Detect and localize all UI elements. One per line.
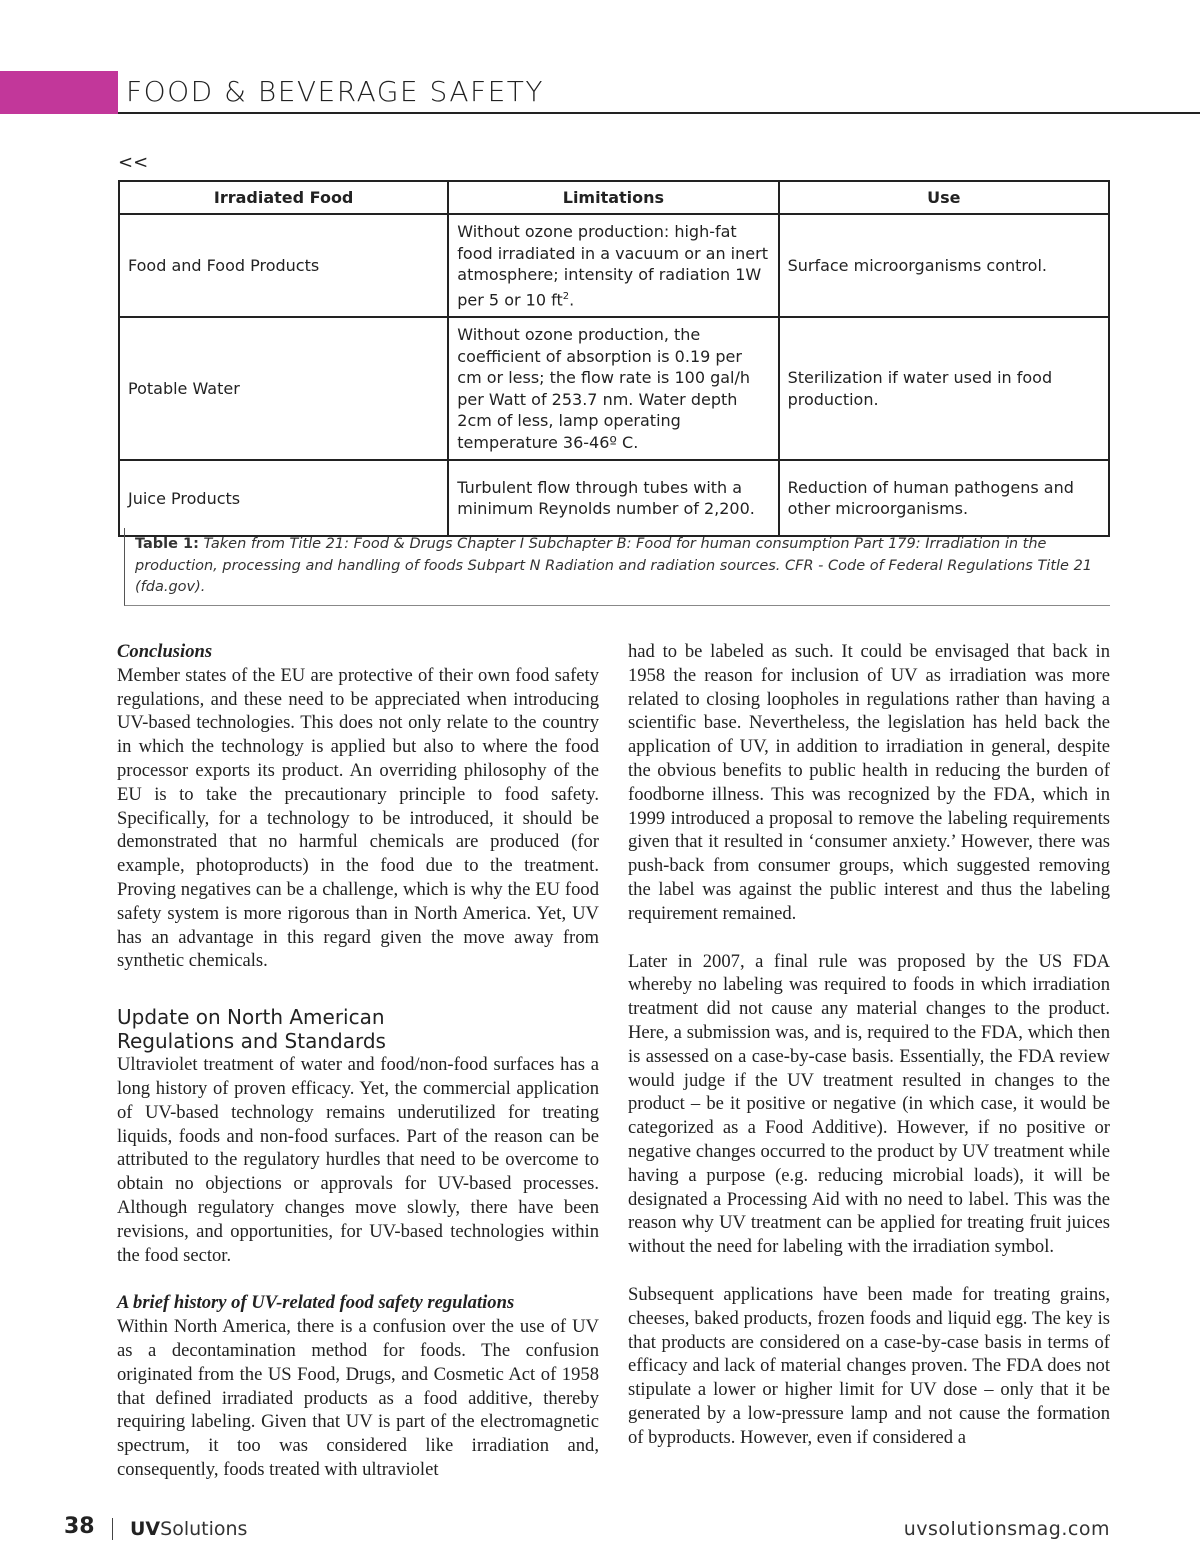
table-caption xyxy=(124,528,1110,606)
conclusions-heading: Conclusions xyxy=(117,641,213,662)
header-use: Use xyxy=(779,181,1109,214)
update-heading xyxy=(117,1005,599,1053)
regulations-table xyxy=(118,180,1110,537)
header-rule xyxy=(118,112,1200,114)
page-number: 38 xyxy=(64,1514,95,1539)
caption-label: Table 1: xyxy=(135,536,199,552)
superscript: 2 xyxy=(562,290,570,302)
table-row xyxy=(119,460,1109,536)
update-heading-line1: Update on North American xyxy=(117,1005,385,1030)
footer-brand xyxy=(130,1518,247,1540)
history-paragraph: Within North America, there is a confusion over the use of UV as a decontamination method for foods. The confusion originated from the US Food, Drugs, and Cosmetic Act of 1958 that defined irradiated products as a food additive, thereby requiring labeling. Given that UV is part of the electromagnetic spectrum, it too was considered like irradiation and, consequently, foods treated with ultraviolet xyxy=(117,1316,599,1480)
table-header-row xyxy=(119,181,1109,214)
cell-limitations: Without ozone production, the coefficient of absorption is 0.19 per cm or less; the flow rate is 100 gal/h per Watt of 253.7 nm. Water depth 2cm of less, lamp operating temperature 36-46º C. xyxy=(448,317,778,460)
cell-use: Sterilization if water used in food production. xyxy=(779,317,1109,460)
cell-use: Reduction of human pathogens and other microorganisms. xyxy=(779,460,1109,536)
article-column-right xyxy=(628,640,1110,1450)
footer-url[interactable]: uvsolutionsmag.com xyxy=(903,1518,1110,1540)
cell-food: Juice Products xyxy=(119,460,448,536)
limitations-text: Without ozone production: high-fat food irradiated in a vacuum or an inert atmosphere; intensity of radiation 1W per 5 or 10 ft xyxy=(457,222,768,309)
footer-divider xyxy=(112,1518,113,1540)
update-paragraph: Ultraviolet treatment of water and food/non-food surfaces has a long history of proven efficacy. Yet, the commercial application of UV-based technology remains underutilized for treating liquids, foods and non-food surfaces. Part of the reason can be attributed to the regulatory hurdles that need to be overcome to obtain no objections or approvals for UV-based processes. Although regulatory changes move slowly, there have been revisions, and opportunities, for UV-based technologies within the food sector. xyxy=(117,1054,599,1266)
cell-limitations xyxy=(448,214,778,317)
right-paragraph-1: had to be labeled as such. It could be envisaged that back in 1958 the reason for inclusion of UV as irradiation was more related to closing loopholes in regulations rather than having a scientific base. Nevertheless, the legislation has held back the application of UV, in addition to irradiation in general, despite the obvious benefits to public health in reducing the burden of foodborne illness. This was recognized by the FDA, which in 1999 introduced a proposal to remove the labeling requirements given that it resulted in ‘consumer anxiety.’ However, there was push-back from consumer groups, which suggested removing the label was against the public interest and thus the labeling requirement remained. xyxy=(628,641,1110,924)
brand-bold: UV xyxy=(130,1518,161,1540)
brand-rest: Solutions xyxy=(160,1518,248,1540)
table-row xyxy=(119,317,1109,460)
cell-use: Surface microorganisms control. xyxy=(779,214,1109,317)
cell-food: Food and Food Products xyxy=(119,214,448,317)
section-title: FOOD & BEVERAGE SAFETY xyxy=(126,75,544,108)
header-limitations: Limitations xyxy=(448,181,778,214)
history-heading: A brief history of UV-related food safety regulations xyxy=(117,1292,515,1314)
limitations-end: . xyxy=(569,289,575,309)
section-accent-bar xyxy=(0,71,118,114)
right-paragraph-2: Later in 2007, a final rule was proposed by the US FDA whereby no labeling was required to foods in which irradiation treatment did not cause any material changes to the product. Here, a submission was, and is, required to the FDA, which then is assessed on a case-by-case basis. Essentially, the FDA review would judge if the UV treatment resulted in changes to the product – be it positive or negative (in which case, it would be categorized as a Food Additive). However, if no positive or negative changes occurred to the product by UV treatment while having a purpose (e.g. reducing microbial loads), it will be designated a Processing Aid with no need to label. This was the reason why UV treatment can be applied for treating fruit juices without the need for labeling with the irradiation symbol. xyxy=(628,950,1110,1258)
update-heading-line2: Regulations and Standards xyxy=(117,1029,386,1054)
right-paragraph-3: Subsequent applications have been made for treating grains, cheeses, baked products, frozen foods and liquid egg. The key is that products are considered on a case-by-case basis in terms of efficacy and lack of material changes proven. The FDA does not stipulate a lower or higher limit for UV dose – only that it be generated by a low-pressure lamp and not cause the formation of byproducts. However, even if considered a xyxy=(628,1283,1110,1448)
back-link[interactable]: << xyxy=(118,152,149,173)
table-row xyxy=(119,214,1109,317)
conclusions-paragraph: Member states of the EU are protective of their own food safety regulations, and these need to be appreciated when introducing UV-based technologies. This does not only relate to the country in which the technology is applied but also to where the food processor exports its product. An overriding philosophy of the EU is to take the precautionary principle to food safety. Specifically, for a technology to be introduced, it should be demonstrated that no harmful chemicals are produced (for example, photoproducts) in the food due to the treatment. Proving negatives can be a challenge, which is why the EU food safety system is more rigorous than in North America. Yet, UV has an advantage in this regard given the move away from synthetic chemicals. xyxy=(117,664,599,972)
cell-food: Potable Water xyxy=(119,317,448,460)
caption-text: Taken from Title 21: Food & Drugs Chapter I Subchapter B: Food for human consumption Part 179: Irradiation in the production, processing and handling of foods Subpart N Radiation and radiation sources. CFR - Code of Federal Regulations Title 21 (fda.gov). xyxy=(135,536,1093,595)
article-column-left xyxy=(117,640,599,1482)
header-irradiated-food: Irradiated Food xyxy=(119,181,448,214)
cell-limitations: Turbulent flow through tubes with a minimum Reynolds number of 2,200. xyxy=(448,460,778,536)
